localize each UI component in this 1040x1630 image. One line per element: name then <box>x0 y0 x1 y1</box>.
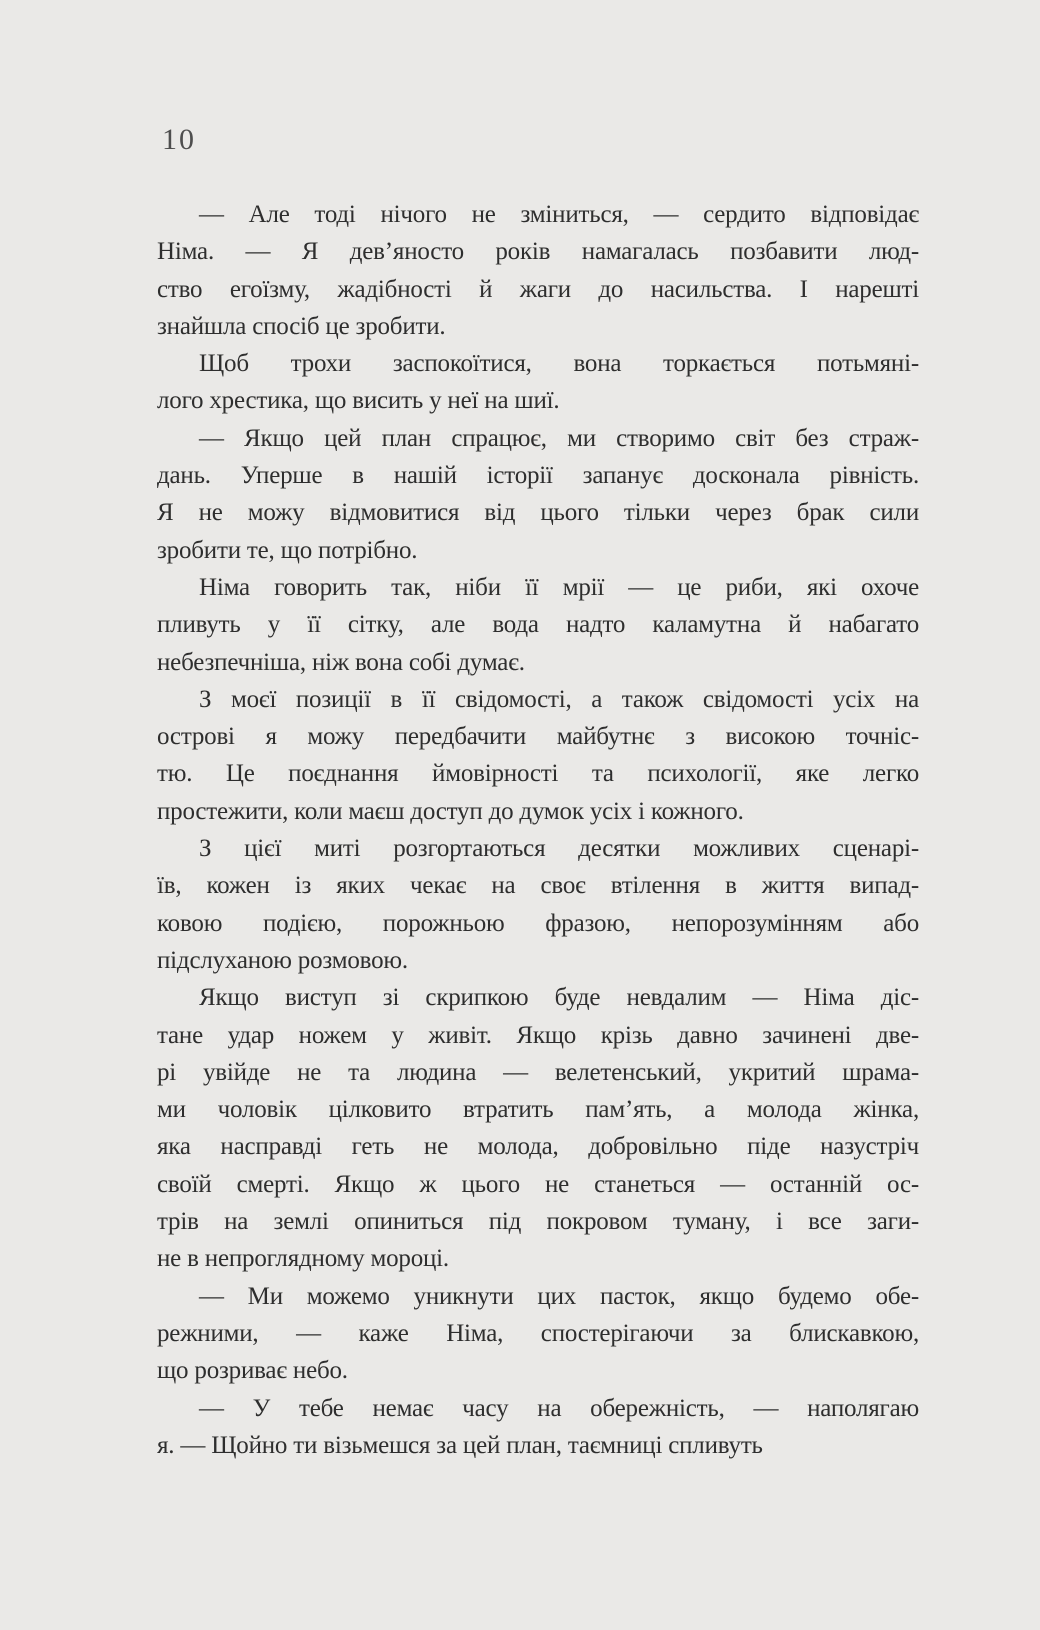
text-line: що розриває небо. <box>157 1357 348 1385</box>
text-line: — Ми можемо уникнути цих пасток, якщо будемо обе- <box>199 1282 919 1310</box>
text-line: їв, кожен із яких чекає на своє втілення в життя випад- <box>157 872 919 900</box>
text-line: дань. Уперше в нашій історії запанує досконала рівність. <box>157 462 919 490</box>
text-line: режними, — каже Німа, спостерігаючи за блискавкою, <box>157 1319 919 1347</box>
text-line: — Але тоді нічого не зміниться, — сердито відповідає <box>199 201 919 228</box>
paragraph <box>157 196 919 345</box>
text-line: тане удар ножем у живіт. Якщо крізь давно зачинені две- <box>157 1021 919 1049</box>
text-line: рі увійде не та людина — велетенський, укритий шрама- <box>157 1058 919 1086</box>
text-line: підслуханою розмовою. <box>157 946 408 974</box>
text-line: Якщо виступ зі скрипкою буде невдалим — Німа діс- <box>199 984 919 1012</box>
page-number: 10 <box>162 123 196 156</box>
text-line: простежити, коли маєш доступ до думок усіх і кожного. <box>157 797 744 825</box>
text-line: яка насправді геть не молода, добровільно піде назустріч <box>157 1133 919 1161</box>
text-line: тю. Це поєднання ймовірності та психології, яке легко <box>157 760 919 788</box>
text-line: З моєї позиції в її свідомості, а також свідомості усіх на <box>199 685 919 713</box>
text-line: ми чоловік цілковито втратить пам’ять, а молода жінка, <box>157 1096 919 1124</box>
text-line: пливуть у її сітку, але вода надто каламутна й набагато <box>157 611 919 639</box>
text-line: своїй смерті. Якщо ж цього не станеться — останній ос- <box>157 1170 919 1198</box>
paragraph <box>157 569 919 681</box>
text-line: — Якщо цей план спрацює, ми створимо світ без страж- <box>199 424 919 452</box>
text-line: небезпечніша, ніж вона собі думає. <box>157 648 525 676</box>
paragraph <box>157 1390 919 1465</box>
paragraph <box>157 1278 919 1390</box>
text-line: ковою подією, порожньою фразою, непорозумінням або <box>157 909 919 937</box>
paragraph <box>157 681 919 830</box>
text-line: не в непроглядному мороці. <box>157 1245 449 1273</box>
text-line: трів на землі опиниться під покровом туману, і все заги- <box>157 1208 919 1236</box>
paragraph <box>157 830 919 979</box>
text-line: Щоб трохи заспокоїтися, вона торкається потьмяні- <box>199 350 919 378</box>
text-line: З цієї миті розгортаються десятки можливих сценарі- <box>199 835 919 863</box>
text-line: Німа. — Я дев’яносто років намагалась позбавити люд- <box>157 238 919 266</box>
paragraph <box>157 979 919 1277</box>
text-line: знайшла спосіб це зробити. <box>157 312 446 340</box>
paragraph <box>157 345 919 420</box>
paragraph <box>157 420 919 569</box>
text-line: — У тебе немає часу на обережність, — наполягаю <box>199 1394 919 1422</box>
text-line: лого хрестика, що висить у неї на шиї. <box>157 387 560 415</box>
text-line: зробити те, що потрібно. <box>157 536 418 564</box>
text-line: острові я можу передбачити майбутнє з високою точніс- <box>157 723 919 751</box>
page-text-block <box>157 196 919 1464</box>
text-line: ство егоїзму, жадібності й жаги до насильства. І нарешті <box>157 275 919 303</box>
text-line: я. — Щойно ти візьмешся за цей план, таємниці спливуть <box>157 1431 763 1459</box>
text-line: Я не можу відмовитися від цього тільки через брак сили <box>157 499 919 527</box>
text-line: Німа говорить так, ніби її мрії — це риби, які охоче <box>199 573 919 601</box>
